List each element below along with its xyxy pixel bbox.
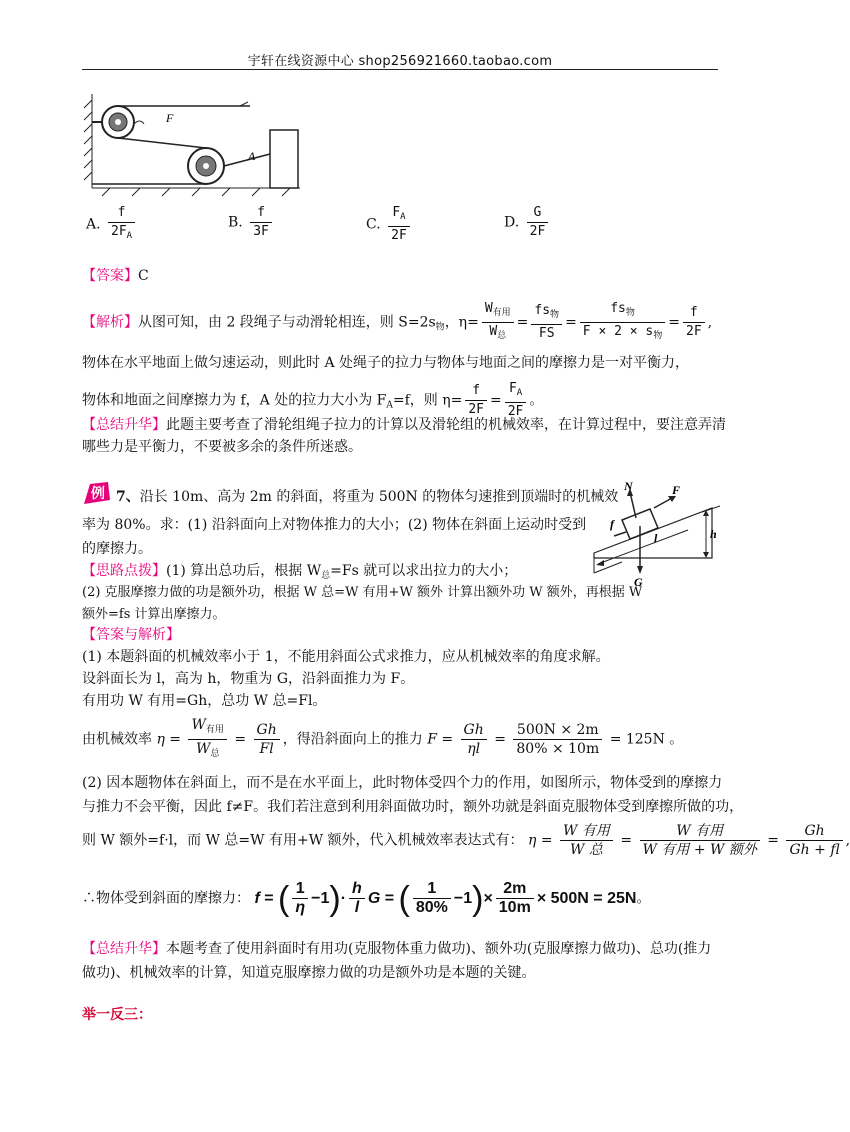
q7-s1: (1) 本题斜面的机械效率小于 1，不能用斜面公式求推力，应从机械效率的角度求解。 [82, 649, 610, 665]
label-g: G [634, 575, 643, 589]
option-b[interactable]: B. $\frac{f}{3F}$ [228, 204, 275, 241]
q7-s5: (2) 因本题物体在斜面上，而不是在水平面上，此时物体受四个力的作用，如图所示，物体受到的摩擦力 [82, 775, 723, 791]
q7-summary: 【总结升华】本题考查了使用斜面时有用功(克服物体重力做功)、额外功(克服摩擦力做功)、总功(推力 [82, 941, 712, 957]
q6-answer: 【答案】C [82, 268, 149, 284]
option-d[interactable]: D. $\frac{G}{2F}$ [504, 204, 551, 241]
example-badge: 例 [82, 480, 112, 506]
option-c[interactable]: C. $\frac{F_A}{2F}$ [366, 204, 413, 245]
q7-s3: 有用功 W 有用=Gh，总功 W 总=Fl。 [82, 693, 327, 709]
q6-summary-2: 哪些力是平衡力，不要被多余的条件所迷惑。 [82, 439, 362, 455]
q7-line2: 率为 80%。求：(1) 沿斜面向上对物体推力的大小；(2) 物体在斜面上运动时受到 [82, 517, 587, 533]
q6-line2: 物体在水平地面上做匀速运动，则此时 A 处绳子的拉力与物体与地面之间的摩擦力是一对平衡力， [82, 355, 690, 371]
q7-s6: 与推力不会平衡，因此 f≠F。我们若注意到利用斜面做功时，额外功就是斜面克服物体受到摩擦所做的功， [82, 799, 744, 815]
label-f-big: F [672, 483, 681, 497]
section-title: 举一反三： [82, 1007, 152, 1023]
label-n: N [624, 479, 633, 493]
option-a[interactable]: A. $\frac{f}{2F_A}$ [86, 204, 138, 245]
q6-line3: 物体和地面之间摩擦力为 f，A 处的拉力大小为 $F_A=f$，则 η= $\frac{f}{2F}$ = $\frac{F_A}{2F}$ 。 [82, 381, 544, 419]
label-h: h [710, 527, 717, 541]
label-a: A [248, 149, 256, 163]
q7-hint-3: 额外=fs 计算出摩擦力。 [82, 607, 226, 622]
pulley-figure [80, 92, 310, 196]
q6-summary: 【总结升华】此题主要考查了滑轮组绳子拉力的计算以及滑轮组的机械效率，在计算过程中，要注意弄清 [82, 417, 726, 433]
page-header: 宇轩在线资源中心 shop256921660.taobao.com [247, 54, 553, 69]
label-f: F [166, 111, 174, 125]
q7-eq3: ∴物体受到斜面的摩擦力： f = ( $\frac{1}{\eta}$ −1)· $\frac{h}{l}$ G = ( $\frac{1}{80\%}$ −1)× $\frac{2m}{10m}$ × 500N = 25N。 [82, 879, 651, 918]
q7-eq2: 则 W 额外=f·l，而 W 总=W 有用+W 额外，代入机械效率表达式有： η = $\frac{\text{W 有用}}{\text{W 总}}$ = $\frac{\text{W 有用}}{\text{W 有用 + W 额外}}$ = $\frac{Gh}{Gh + fl}$ , [82, 823, 850, 858]
q7-hint: 【思路点拨】(1) 算出总功后，根据 $W_总=Fs$ 就可以求出拉力的大小； [82, 563, 518, 581]
q7-line3: 的摩擦力。 [82, 541, 152, 557]
q7-eq1: 由机械效率 η = $\frac{W_{有用}}{W_总}$ = $\frac{Gh}{Fl}$ ，得沿斜面向上的推力 F = $\frac{Gh}{\eta l}$ = $\frac{500N \times 2m}{80\% \times 10m}$ = 125N 。 [82, 717, 684, 759]
q7-line1: 7、沿长 10m、高为 2m 的斜面，将重为 500N 的物体匀速推到顶端时的机械效 [116, 489, 619, 505]
q7-summary-2: 做功)、机械效率的计算，知道克服摩擦力做的功是额外功是本题的关键。 [82, 965, 536, 981]
label-l: l [654, 531, 658, 545]
q7-hint-2: (2) 克服摩擦力做的功是额外功，根据 W 总=W 有用+W 额外 计算出额外功 W 额外，再根据 W [82, 585, 643, 600]
label-f-small: f [610, 517, 614, 531]
q7-answer-tag: 【答案与解析】 [82, 627, 180, 643]
q7-s2: 设斜面长为 l，高为 h，物重为 G，沿斜面推力为 F。 [82, 671, 415, 687]
q6-analysis: 【解析】从图可知，由 2 段绳子与动滑轮相连，则 $S=2s_物$，η= $\frac{W_{有用}}{W_总}$ = $\frac{fs_物}{FS}$ = $\frac{fs_物}{F \times 2 \times s_物}$ = $\frac{f}{2F}$ , [82, 301, 713, 341]
header-divider [82, 69, 718, 70]
